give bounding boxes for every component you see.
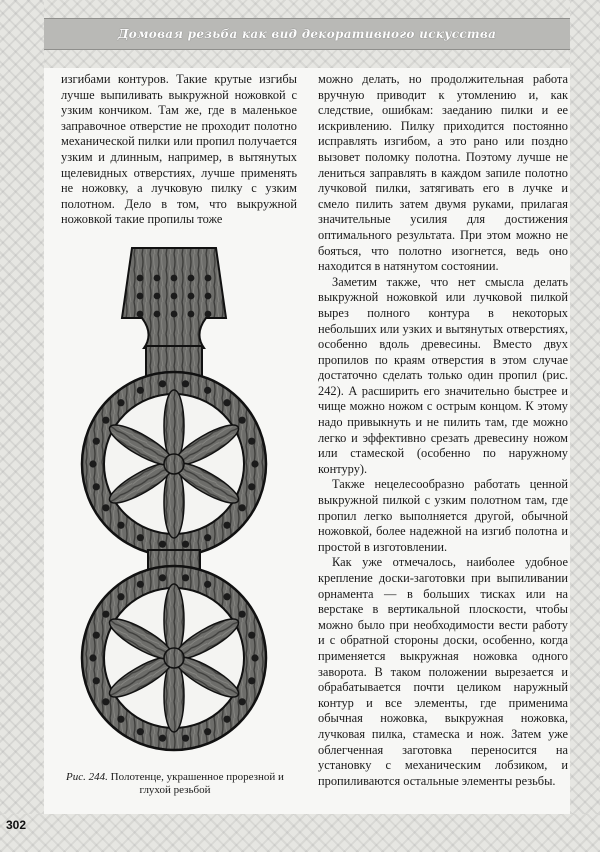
figure-caption-number: Рис. 244. — [66, 771, 108, 783]
paragraph: Также нецелесообразно работать ценной выкружной пилкой с узким полотном там, где пропил легко выполняется другой, обычной ножовкой, более надежной на изгиб полотна и простой в изготовлении. — [318, 477, 568, 554]
drilled-hole — [159, 735, 166, 742]
drilled-hole — [204, 581, 211, 588]
drilled-hole — [205, 293, 212, 300]
drilled-hole — [137, 293, 144, 300]
drilled-hole — [93, 632, 100, 639]
drilled-hole — [137, 728, 144, 735]
drilled-hole — [223, 399, 230, 406]
drilled-hole — [171, 311, 178, 318]
drilled-hole — [117, 399, 124, 406]
drilled-hole — [223, 716, 230, 723]
figure-caption — [62, 771, 288, 797]
drilled-hole — [248, 483, 255, 490]
drilled-hole — [188, 311, 195, 318]
drilled-hole — [159, 380, 166, 387]
drilled-hole — [159, 574, 166, 581]
drilled-hole — [188, 275, 195, 282]
drilled-hole — [102, 417, 109, 424]
drilled-hole — [204, 387, 211, 394]
figure-caption-text: Полотенце, украшенное прорезной и глухой резьбой — [110, 771, 284, 796]
drilled-hole — [248, 438, 255, 445]
drilled-hole — [137, 581, 144, 588]
drilled-hole — [182, 574, 189, 581]
drilled-hole — [239, 417, 246, 424]
drilled-hole — [251, 654, 258, 661]
drilled-hole — [137, 311, 144, 318]
paragraph: Как уже отмечалось, наиболее удобное крепление доски-заготовки при выпиливании орнамента — в больших тисках или на верстаке в вертикальной плоскости, чтобы можно было при необходимости вести работу и с обратной стороны доски, особенно, когда применяется выкружная ножовка одного заворота. В таком положении вырезается и обрабатывается почти целиком наружный контур и все элементы, где применима обычная ножовка, выкружная ножовка, лучковая пилка, стамеска и нож. Затем уже облегченная заготовка переносится на установку с механическим лобзиком, и пропиливаются остальные элементы резьбы. — [318, 555, 568, 788]
drilled-hole — [251, 460, 258, 467]
drilled-hole — [117, 593, 124, 600]
drilled-hole — [248, 677, 255, 684]
ornament-border-right — [570, 0, 600, 852]
text-column-left — [61, 72, 297, 228]
running-header-title: Домовая резьба как вид декоративного искусства — [117, 27, 497, 41]
drilled-hole — [239, 611, 246, 618]
drilled-hole — [239, 698, 246, 705]
drilled-hole — [89, 460, 96, 467]
drilled-hole — [93, 483, 100, 490]
drilled-hole — [182, 541, 189, 548]
drilled-hole — [205, 311, 212, 318]
drilled-hole — [204, 728, 211, 735]
drilled-hole — [93, 438, 100, 445]
drilled-hole — [223, 593, 230, 600]
drilled-hole — [239, 504, 246, 511]
drilled-hole — [182, 735, 189, 742]
running-header — [44, 18, 570, 50]
carved-board-illustration — [76, 238, 272, 758]
drilled-hole — [102, 698, 109, 705]
drilled-hole — [248, 632, 255, 639]
drilled-hole — [89, 654, 96, 661]
drilled-hole — [137, 275, 144, 282]
drilled-hole — [171, 293, 178, 300]
drilled-hole — [102, 504, 109, 511]
drilled-hole — [159, 541, 166, 548]
ornament-border-bottom — [0, 814, 600, 852]
page-number: 302 — [6, 818, 27, 832]
paragraph: Заметим также, что нет смысла делать выкружной ножовкой или лучковой пилкой вырез полного контура в некоторых небольших или узких и вытянутых отверстиях, особенно вдоль древесины. Вместо двух пропилов по краям отверстия в этом случае достаточно сделать только один пропил (рис. 242). А расширить его значительно быстрее и чище можно ножом с острым концом. К этому надо привыкнуть и не пилить там, где можно легко и эффективно срезать древесину ножом или стамеской (особенно по наружному контуру). — [318, 274, 568, 476]
drilled-hole — [154, 293, 161, 300]
ornament-border-left — [0, 0, 44, 852]
drilled-hole — [117, 716, 124, 723]
drilled-hole — [154, 275, 161, 282]
drilled-hole — [204, 534, 211, 541]
drilled-hole — [205, 275, 212, 282]
text-column-right — [318, 72, 568, 789]
drilled-hole — [137, 534, 144, 541]
drilled-hole — [182, 380, 189, 387]
drilled-hole — [188, 293, 195, 300]
drilled-hole — [117, 522, 124, 529]
drilled-hole — [223, 522, 230, 529]
drilled-hole — [154, 311, 161, 318]
drilled-hole — [137, 387, 144, 394]
drilled-hole — [171, 275, 178, 282]
paragraph: можно делать, но продолжительная работа вручную приводит к утомлению и, как следствие, ошибкам: заеданию пилки и ее искривлению. Пилку приходится постоянно исправлять изгибом, а это рано или поздно вызовет поломку полотна. Поэтому лучше не лениться заправлять в каждом запиле полотно лучковой пилки, затягивать его в лучке и смело пилить затем двумя руками, прилагая значительные усилия для достижения оптимального результата. При этом можно не бояться, что полотно изогнется, ведь оно находится в натянутом состоянии. — [318, 72, 568, 274]
paragraph: изгибами контуров. Такие крутые изгибы лучше выпиливать выкружной ножовкой с узким кончиком. Там же, где в маленькое заправочное отверстие не проходит полотно механической пилки или пропил получается узким и длинным, например, в вытянутых щелевидных отверстиях, лучше применять не ножовку, а лучковую пилку с узким полотном. Дело в том, что выкружной ножовкой такие пропилы тоже — [61, 72, 297, 227]
drilled-hole — [93, 677, 100, 684]
drilled-hole — [102, 611, 109, 618]
